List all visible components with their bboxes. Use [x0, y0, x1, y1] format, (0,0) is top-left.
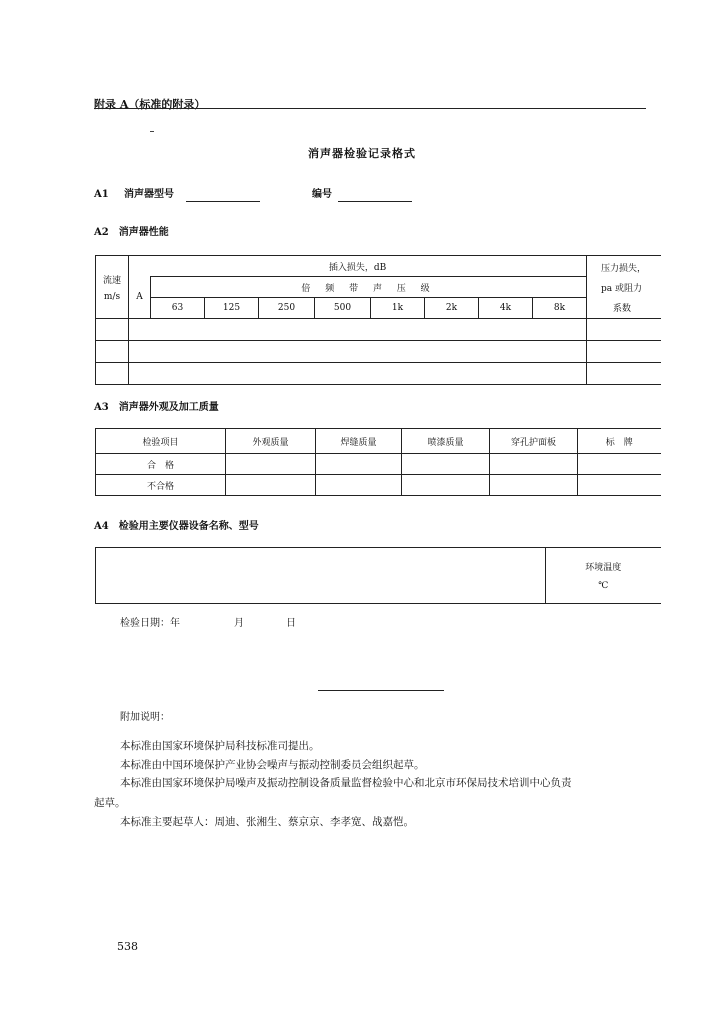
- insertion-loss-header: 插入损失，dB: [129, 256, 587, 277]
- column-header: 穿孔护面板: [490, 429, 578, 454]
- table-row: [96, 454, 661, 475]
- pressure-loss-header: [587, 256, 661, 319]
- check-cell[interactable]: [316, 475, 402, 496]
- a4-heading: A4 检验用主要仪器设备名称、型号: [94, 521, 259, 532]
- row-label-fail: 不合格: [96, 475, 226, 496]
- check-cell[interactable]: [402, 454, 490, 475]
- pressure-loss-label-2: pa 或阻力: [601, 283, 643, 294]
- inspection-date-month: 月: [234, 618, 244, 629]
- equipment-cell[interactable]: [96, 548, 546, 604]
- pressure-loss-label: 压力损失，: [601, 263, 647, 274]
- flow-cell[interactable]: [96, 319, 129, 341]
- flow-unit: m/s: [103, 291, 121, 302]
- model-label: 消声器型号: [124, 189, 174, 200]
- check-cell[interactable]: [226, 475, 316, 496]
- band-header: 125: [205, 298, 259, 319]
- data-cell[interactable]: [129, 341, 587, 363]
- band-header: 2k: [425, 298, 479, 319]
- number-field-line[interactable]: [338, 201, 412, 202]
- pressure-cell[interactable]: [587, 319, 661, 341]
- performance-table: [95, 255, 661, 385]
- header-rule: [94, 108, 646, 109]
- note-line: 本标准由国家环境保护局科技标准司提出。: [120, 740, 320, 752]
- band-header: 8k: [533, 298, 587, 319]
- band-header: 4k: [479, 298, 533, 319]
- table-row: [96, 363, 661, 385]
- a1-label: A1: [94, 189, 109, 200]
- model-field-line[interactable]: [186, 201, 260, 202]
- equipment-table: [95, 547, 661, 604]
- check-cell[interactable]: [490, 454, 578, 475]
- notes-divider: [318, 690, 444, 691]
- check-cell[interactable]: [226, 454, 316, 475]
- a3-heading: A3 消声器外观及加工质量: [94, 402, 219, 413]
- row-label-pass: 合 格: [96, 454, 226, 475]
- octave-band-header: 倍 频 带 声 压 级: [151, 277, 587, 298]
- appendix-header: 附录 A（标准的附录）: [94, 98, 206, 111]
- band-header: 63: [151, 298, 205, 319]
- band-header: 1k: [371, 298, 425, 319]
- note-line: 本标准主要起草人：周迪、张湘生、蔡京京、李孝宽、战嘉恺。: [120, 816, 414, 828]
- table-row: [96, 475, 661, 496]
- doc-title: 消声器检验记录格式: [308, 147, 416, 160]
- note-line: 本标准由中国环境保护产业协会噪声与振动控制委员会组织起草。: [120, 759, 425, 771]
- a-weighted-header: A: [129, 277, 151, 319]
- column-header: 喷漆质量: [402, 429, 490, 454]
- check-cell[interactable]: [490, 475, 578, 496]
- quality-table: [95, 428, 661, 496]
- column-header: 标 牌: [578, 429, 661, 454]
- temperature-label: 环境温度: [585, 563, 622, 573]
- table-row: [96, 341, 661, 363]
- column-header: 外观质量: [226, 429, 316, 454]
- stray-mark: [150, 131, 154, 132]
- check-cell[interactable]: [578, 454, 661, 475]
- page-number: 538: [117, 940, 138, 953]
- flow-cell[interactable]: [96, 341, 129, 363]
- table-row: [96, 319, 661, 341]
- notes-title: 附加说明：: [120, 712, 170, 723]
- pressure-cell[interactable]: [587, 341, 661, 363]
- flow-label: 流速: [102, 275, 121, 286]
- check-cell[interactable]: [402, 475, 490, 496]
- band-header: 500: [315, 298, 371, 319]
- inspection-date-day: 日: [286, 618, 296, 629]
- temperature-unit: ℃: [598, 581, 609, 591]
- note-line: 本标准由国家环境保护局噪声及振动控制设备质量监督检验中心和北京市环保局技术培训中心负责: [120, 777, 572, 789]
- column-header: 检验项目: [96, 429, 226, 454]
- flow-header: [96, 256, 129, 319]
- note-line-continuation: 起草。: [94, 797, 126, 809]
- check-cell[interactable]: [578, 475, 661, 496]
- temperature-cell[interactable]: [546, 548, 661, 604]
- pressure-loss-label-3: 系数: [613, 303, 632, 314]
- a2-heading: A2 消声器性能: [94, 227, 169, 238]
- column-header: 焊缝质量: [316, 429, 402, 454]
- data-cell[interactable]: [129, 319, 587, 341]
- band-header: 250: [259, 298, 315, 319]
- inspection-date-label: 检验日期：年: [120, 618, 180, 629]
- data-cell[interactable]: [129, 363, 587, 385]
- check-cell[interactable]: [316, 454, 402, 475]
- flow-cell[interactable]: [96, 363, 129, 385]
- pressure-cell[interactable]: [587, 363, 661, 385]
- number-label: 编号: [312, 189, 332, 200]
